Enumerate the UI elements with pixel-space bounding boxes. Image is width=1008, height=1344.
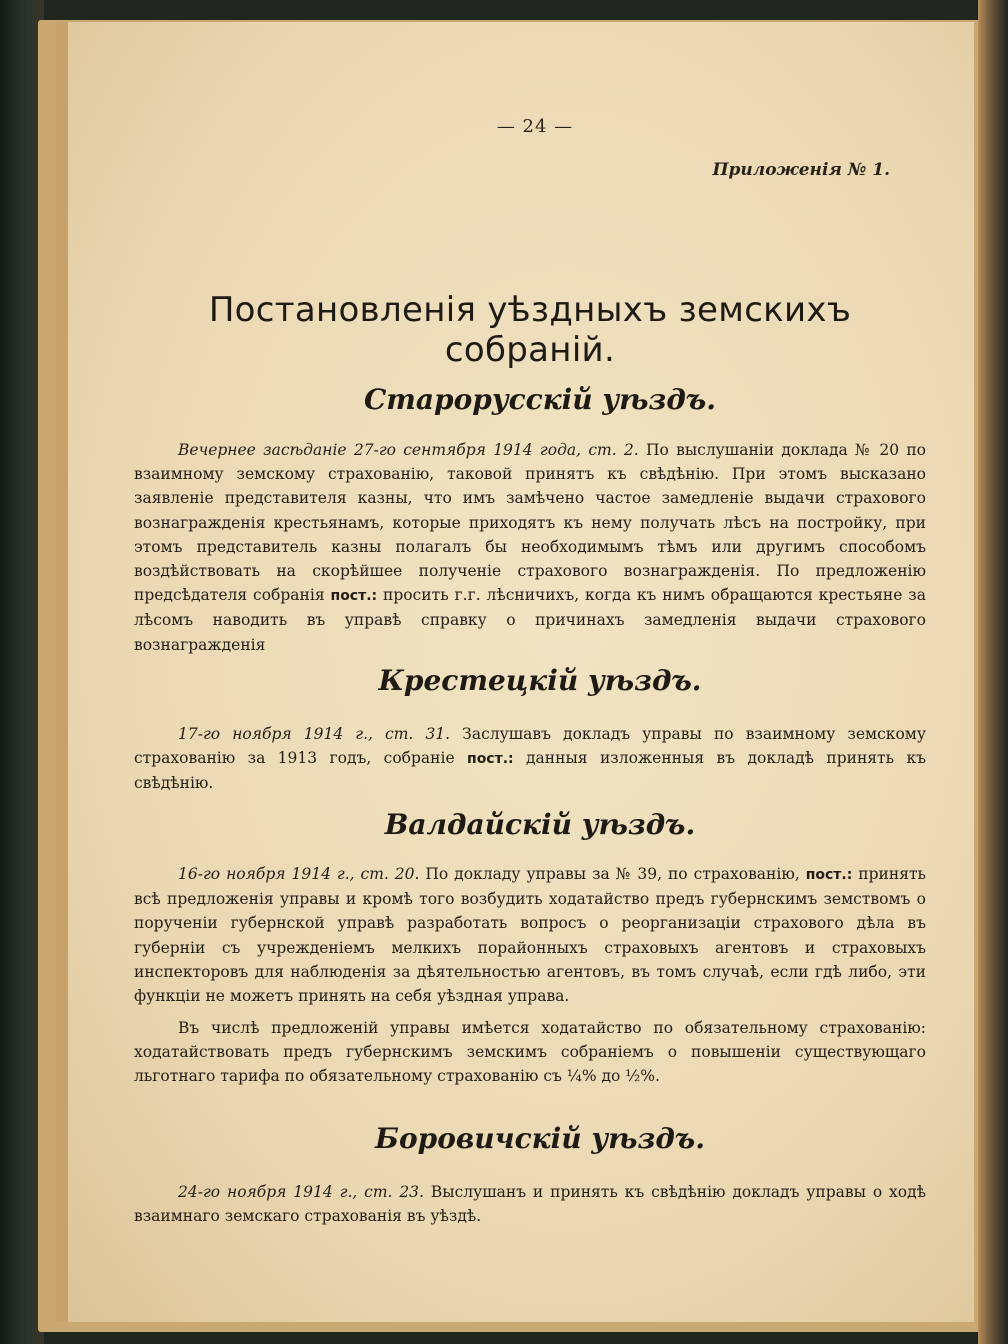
page-title: Постановленія уѣздныхъ земскихъ собраній. [208,290,852,370]
resolution-marker: пост.: [330,588,378,605]
section-paragraph-borovichsky [134,1180,926,1228]
resolution-marker: пост.: [467,751,514,768]
paragraph-lead: 24-го ноября 1914 г., ст. 23. [178,1183,424,1201]
section-heading-valdaisky: Валдайскій уѣздъ. [384,808,696,841]
resolution-marker: пост.: [805,867,853,883]
paragraph-text: Заслушавъ докладъ управы по взаимному земскому страхованію за 1913 годъ, собраніе [134,725,926,768]
page-number: — 24 — [496,116,574,137]
paragraph-text-tail: просить г.г. лѣсничихъ, когда къ нимъ обращаются крестьяне за лѣсомъ наводить въ управѣ справку о причинахъ замедленія выдачи страхового вознагражденія [134,586,926,654]
section-paragraph-valdaisky-2 [134,1016,926,1089]
paragraph-text: Выслушанъ и принять къ свѣдѣнію докладъ управы о ходѣ взаимнаго земскаго страхованія въ уѣздѣ. [134,1183,926,1226]
paragraph-text-tail: данныя изложенныя въ докладѣ принять къ свѣдѣнію. [134,749,926,793]
section-heading-krestetsky: Крестецкій уѣздъ. [378,664,702,697]
section-paragraph-krestetsky [134,722,926,796]
appendix-label: Приложенія № 1. [712,160,890,180]
paragraph-lead: 16-го ноября 1914 г., ст. 20. [178,865,420,883]
paragraph-text: Въ числѣ предложеній управы имѣется ходатайство по обязательному страхованію: ходатайствовать предъ губернскимъ земскимъ собраніемъ о повышеніи существующаго льготнаго тарифа по обязательному страхованію съ ¼% до ½%. [134,1019,926,1086]
section-heading-borovichsky: Боровичскій уѣздъ. [375,1122,705,1155]
paragraph-lead: Вечернее засѣданіе 27-го сентября 1914 года, ст. 2. [178,441,639,459]
paragraph-text: По докладу управы за № 39, по страхованію, [419,865,806,883]
section-heading-starorussky: Старорусскій уѣздъ. [363,383,716,416]
paragraph-text-tail: принять всѣ предложенія управы и кромѣ того возбудить ходатайство предъ губернскимъ земствомъ о порученіи губернской управѣ разработать вопросъ о реорганизаціи страхового дѣла въ губерніи съ учрежденіемъ мелкихъ порайонныхъ страховыхъ агентовъ и страховыхъ инспекторовъ для наблюденія за дѣятельностью агентовъ, въ томъ случаѣ, если гдѣ либо, эти функціи не можетъ принять на себя уѣздная управа. [134,865,926,1006]
section-paragraph-valdaisky-1 [134,862,926,1008]
scan-background-right [978,0,1008,1344]
section-paragraph-starorussky [134,438,926,657]
paragraph-text: По выслушаніи доклада № 20 по взаимному земскому страхованію, таковой принятъ къ свѣдѣнію. При этомъ высказано заявленіе представителя казны, что имъ замѣчено частое замедленіе выдачи страхового вознагражденія крестьянамъ, которые приходятъ къ нему получать лѣсъ на постройку, при этомъ представитель казны полагалъ бы необходимымъ тѣмъ или другимъ способомъ воздѣйствовать на скорѣйшее полученіе страхового вознагражденія. По предложенію предсѣдателя собранія [134,441,926,605]
paragraph-lead: 17-го ноября 1914 г., ст. 31. [178,725,451,743]
